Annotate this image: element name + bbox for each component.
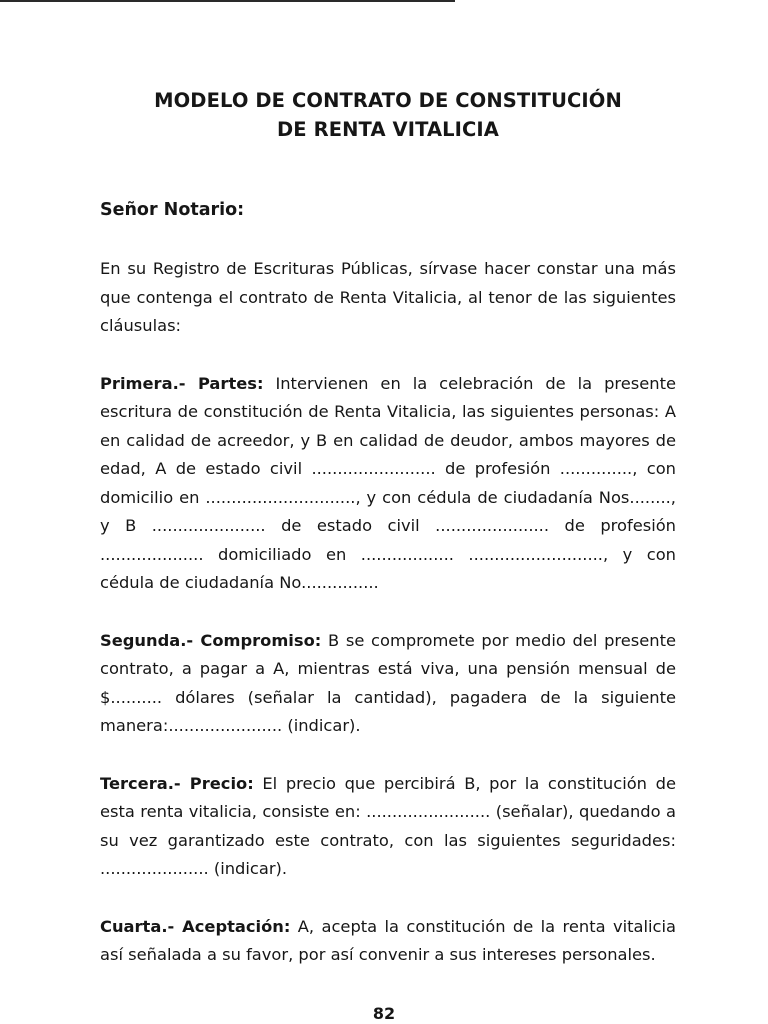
clause-primera [100,370,676,598]
page-number: 82 [372,1004,396,1023]
intro-paragraph: En su Registro de Escrituras Públicas, sírvase hacer constar una más que contenga el contrato de Renta Vitalicia, al tenor de las siguientes cláusulas: [100,259,676,335]
clause-text: El precio que percibirá B, por la constitución de esta renta vitalicia, consiste en: ........................ (señalar), quedando a su vez garantizado este contrato, con las siguientes seguridades: ..................... (indicar). [100,773,676,878]
salutation: Señor Notario: [100,200,245,220]
clause-cuarta [100,913,676,970]
title-line-1: MODELO DE CONTRATO DE CONSTITUCIÓN [154,89,622,112]
clause-text: A, acepta la constitución de la renta vitalicia así señalada a su favor, por así convenir a sus intereses personales. [100,916,676,964]
title-line-2: DE RENTA VITALICIA [277,118,499,141]
clause-heading: Primera.- Partes: [100,373,264,393]
clause-heading: Cuarta.- Aceptación: [100,916,291,936]
document-page [100,86,676,970]
clause-heading: Tercera.- Precio: [100,773,254,793]
clause-tercera [100,770,676,884]
top-rule [0,0,455,2]
clause-text: Intervienen en la celebración de la presente escritura de constitución de Renta Vitalicia, las siguientes personas: A en calidad de acreedor, y B en calidad de deudor, ambos mayores de edad, A de estado civil ........................ de profesión .............., con domicilio en ............................., y con cédula de ciudadanía Nos........, y B ...................... de estado civil ...................... de profesión .................... domiciliado en .................. .........................., y con cédula de ciudadanía No............... [100,373,676,592]
clause-heading: Segunda.- Compromiso: [100,630,322,650]
clause-text: B se compromete por medio del presente contrato, a pagar a A, mientras está viva, una pensión mensual de $.......... dólares (señalar la cantidad), pagadera de la siguiente manera:...................... (indicar). [100,630,676,735]
clause-segunda [100,627,676,741]
document-title [100,86,676,144]
